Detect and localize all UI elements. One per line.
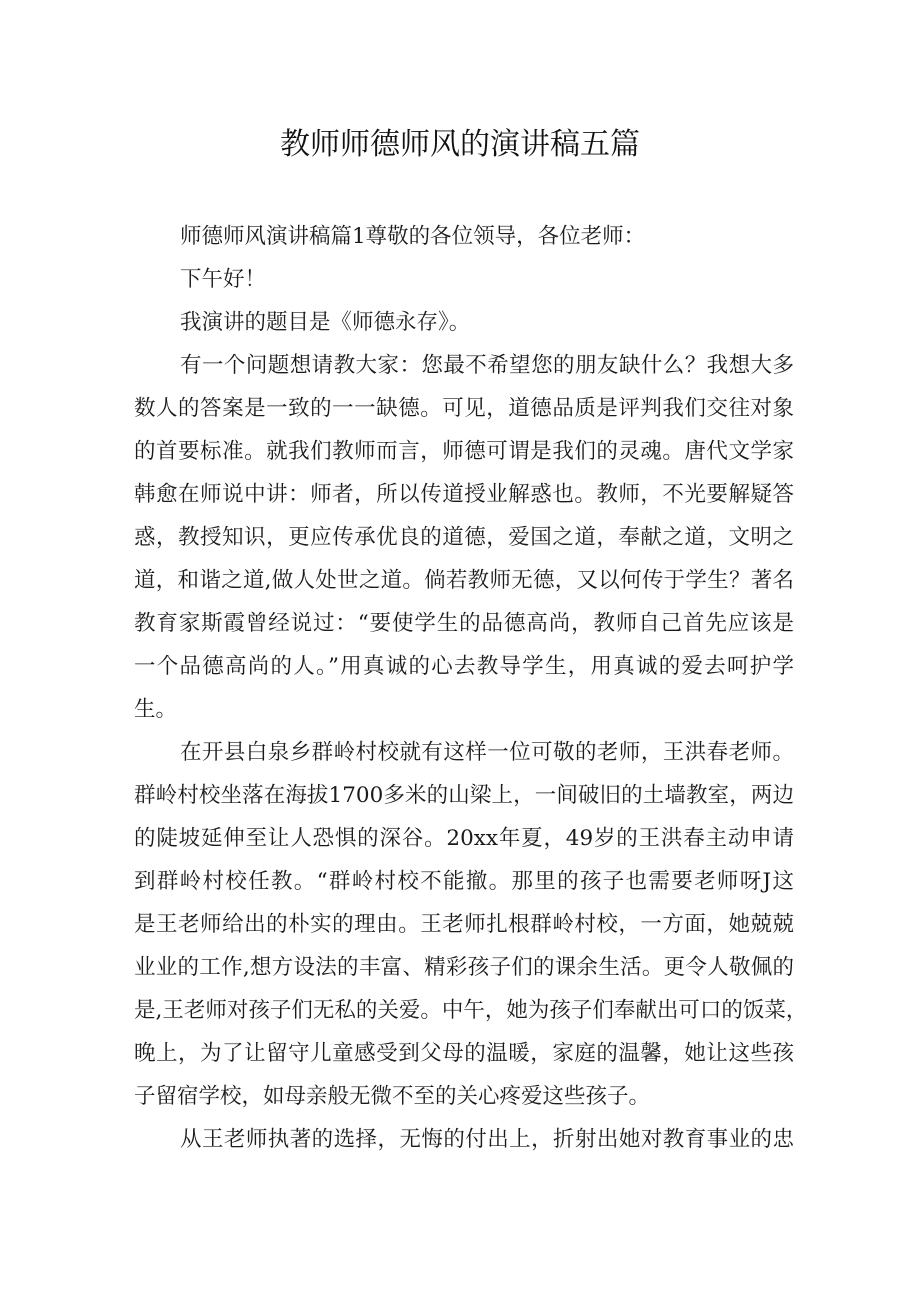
text-line: 有一个问题想请教大家：您最不希望您的朋友缺什么？我想大多 [180,353,794,378]
text-line: 师德师风演讲稿篇1尊敬的各位领导，各位老师： [180,224,646,249]
text-line: 数人的答案是一致的一一缺德。可见，道德品质是评判我们交往对象 [134,396,794,421]
text-line: 一个品德高尚的人。”用真诚的心去教导学生，用真诚的爱去呵护学 [134,654,794,679]
text-line: 在开县白泉乡群岭村校就有这样一位可敬的老师，王洪春老师。 [180,740,794,765]
text-line: 是王老师给出的朴实的理由。王老师扎根群岭村校，一方面，她兢兢 [134,912,794,937]
text-line: 业业的工作,想方设法的丰富、精彩孩子们的课余生活。更令人敬佩的 [134,955,794,980]
text-line: 道，和谐之道,做人处世之道。倘若教师无德，又以何传于学生？著名 [134,568,794,593]
text-line: 韩愈在师说中讲：师者，所以传道授业解惑也。教师，不光要解疑答 [134,482,794,507]
text-line: 我演讲的题目是《师德永存》。 [180,310,471,335]
text-line: 的首要标准。就我们教师而言，师德可谓是我们的灵魂。唐代文学家 [134,439,794,464]
text-line: 到群岭村校任教。“群岭村校不能撤。那里的孩子也需要老师呀J这 [134,869,794,894]
text-line: 的陡坡延伸至让人恐惧的深谷。20xx年夏，49岁的王洪春主动申请 [134,826,794,851]
text-line: 晚上，为了让留守儿童感受到父母的温暖，家庭的温馨，她让这些孩 [134,1041,794,1066]
text-line: 下午好！ [180,267,267,292]
text-line: 从王老师执著的选择，无悔的付出上，折射出她对教育事业的忠 [180,1127,794,1152]
text-line: 教育家斯霞曾经说过：“要使学生的品德高尚，教师自己首先应该是 [134,611,794,636]
text-line: 生。 [134,697,178,722]
text-line: 是,王老师对孩子们无私的关爱。中午，她为孩子们奉献出可口的饭菜， [134,998,808,1023]
document-title: 教师师德师风的演讲稿五篇 [280,127,640,162]
text-line: 惑，教授知识，更应传承优良的道德，爱国之道，奉献之道，文明之 [134,525,794,550]
text-line: 群岭村校坐落在海拔1700多米的山梁上，一间破旧的土墙教室，两边 [134,783,794,808]
text-line: 子留宿学校，如母亲般无微不至的关心疼爱这些孩子。 [134,1084,651,1109]
